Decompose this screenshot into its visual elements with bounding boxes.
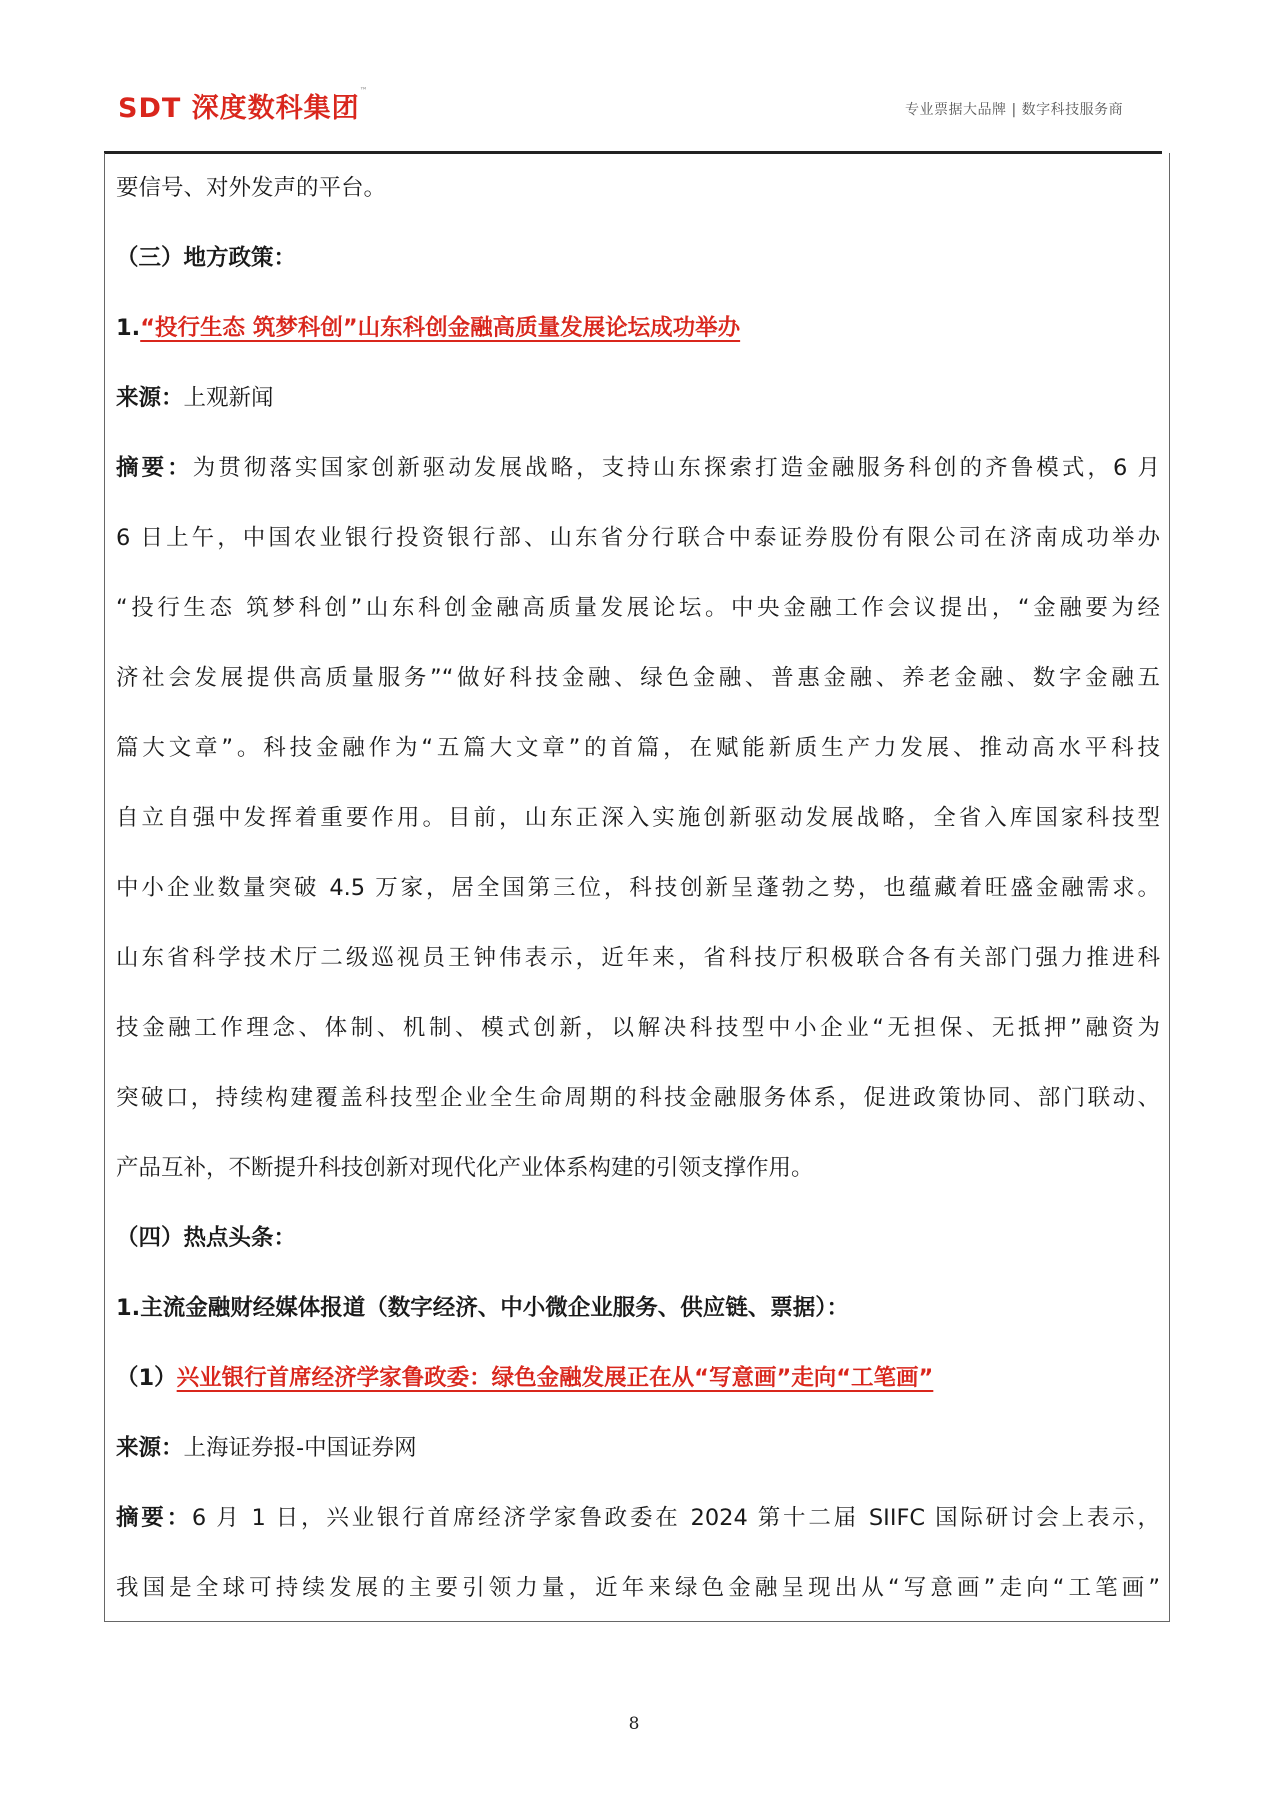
line-text: 济社会发展提供高质量服务”“做好科技金融、绿色金融、普惠金融、养老金融、数字金融五: [116, 665, 1160, 691]
paragraph-line: [116, 783, 1160, 853]
line-text: 山东省科学技术厅二级巡视员王钟伟表示，近年来，省科技厅积极联合各有关部门强力推进科: [116, 945, 1160, 971]
page-number: 8: [628, 1714, 640, 1734]
summary-label: 摘要：: [116, 455, 193, 481]
summary-label: 摘要：: [116, 1505, 192, 1531]
subsection-heading-media-reports: [116, 1273, 1160, 1343]
line-text: 产品互补，不断提升科技创新对现代化产业体系构建的引领支撑作用。: [116, 1155, 814, 1181]
document-body: [116, 153, 1160, 1623]
heading-text: （四）热点头条：: [116, 1225, 297, 1251]
item-number: 1.: [116, 315, 141, 341]
paragraph-line: [116, 503, 1160, 573]
article-link-green-finance[interactable]: 兴业银行首席经济学家鲁政委：绿色金融发展正在从“写意画”走向“工笔画”: [176, 1365, 934, 1391]
line-text: 自立自强中发挥着重要作用。目前，山东正深入实施创新驱动发展战略，全省入库国家科技型: [116, 805, 1160, 831]
heading-text: 1.主流金融财经媒体报道（数字经济、中小微企业服务、供应链、票据）：: [116, 1295, 849, 1321]
section-heading-hot-headlines: [116, 1203, 1160, 1273]
summary-line: [116, 433, 1160, 503]
paragraph-line: [116, 993, 1160, 1063]
line-text: 篇大文章”。科技金融作为“五篇大文章”的首篇，在赋能新质生产力发展、推动高水平科技: [116, 735, 1160, 761]
article-link-shandong-forum[interactable]: “投行生态 筑梦科创”山东科创金融高质量发展论坛成功举办: [140, 315, 741, 341]
line-text: 6 日上午，中国农业银行投资银行部、山东省分行联合中泰证券股份有限公司在济南成功举办: [116, 525, 1160, 551]
line-text: 要信号、对外发声的平台。: [116, 175, 387, 201]
paragraph-line: [116, 643, 1160, 713]
paragraph-line: [116, 1553, 1160, 1623]
summary-text: 6 月 1 日，兴业银行首席经济学家鲁政委在 2024 第十二届 SIIFC 国际研讨会上表示，: [191, 1505, 1160, 1531]
paragraph-line: [116, 853, 1160, 923]
sdt-logo: [118, 86, 369, 125]
source-value: 上观新闻: [183, 385, 274, 411]
paragraph-line: [116, 573, 1160, 643]
summary-line: [116, 1483, 1160, 1553]
paragraph-line: [116, 713, 1160, 783]
line-text: 我国是全球可持续发展的主要引领力量，近年来绿色金融呈现出从“写意画”走向“工笔画”: [116, 1575, 1160, 1601]
page-header: [0, 0, 1268, 152]
article-title-line: [116, 1343, 1160, 1413]
line-text: 突破口，持续构建覆盖科技型企业全生命周期的科技金融服务体系，促进政策协同、部门联动、: [116, 1085, 1160, 1111]
source-label: 来源：: [116, 385, 184, 411]
paragraph-line: [116, 923, 1160, 993]
section-heading-local-policy: [116, 223, 1160, 293]
source-line: [116, 363, 1160, 433]
logo-text: SDT 深度数科集团: [118, 93, 360, 124]
paragraph-line: [116, 1133, 1160, 1203]
source-line: [116, 1413, 1160, 1483]
summary-text: 为贯彻落实国家创新驱动发展战略，支持山东探索打造金融服务科创的齐鲁模式，6 月: [192, 455, 1160, 481]
trademark-mark: ™: [359, 86, 369, 95]
line-text: “投行生态 筑梦科创”山东科创金融高质量发展论坛。中央金融工作会议提出，“金融要为经: [116, 595, 1160, 621]
source-value: 上海证券报-中国证券网: [183, 1435, 417, 1461]
paragraph-line: [116, 1063, 1160, 1133]
item-number: （1）: [116, 1365, 177, 1391]
header-slogan: 专业票据大品牌 | 数字科技服务商: [905, 102, 1124, 118]
paragraph-line: [116, 153, 1160, 223]
heading-text: （三）地方政策：: [116, 245, 297, 271]
line-text: 中小企业数量突破 4.5 万家，居全国第三位，科技创新呈蓬勃之势，也蕴藏着旺盛金融需求。: [116, 875, 1160, 901]
source-label: 来源：: [116, 1435, 184, 1461]
article-title-line: [116, 293, 1160, 363]
line-text: 技金融工作理念、体制、机制、模式创新，以解决科技型中小企业“无担保、无抵押”融资为: [116, 1015, 1160, 1041]
